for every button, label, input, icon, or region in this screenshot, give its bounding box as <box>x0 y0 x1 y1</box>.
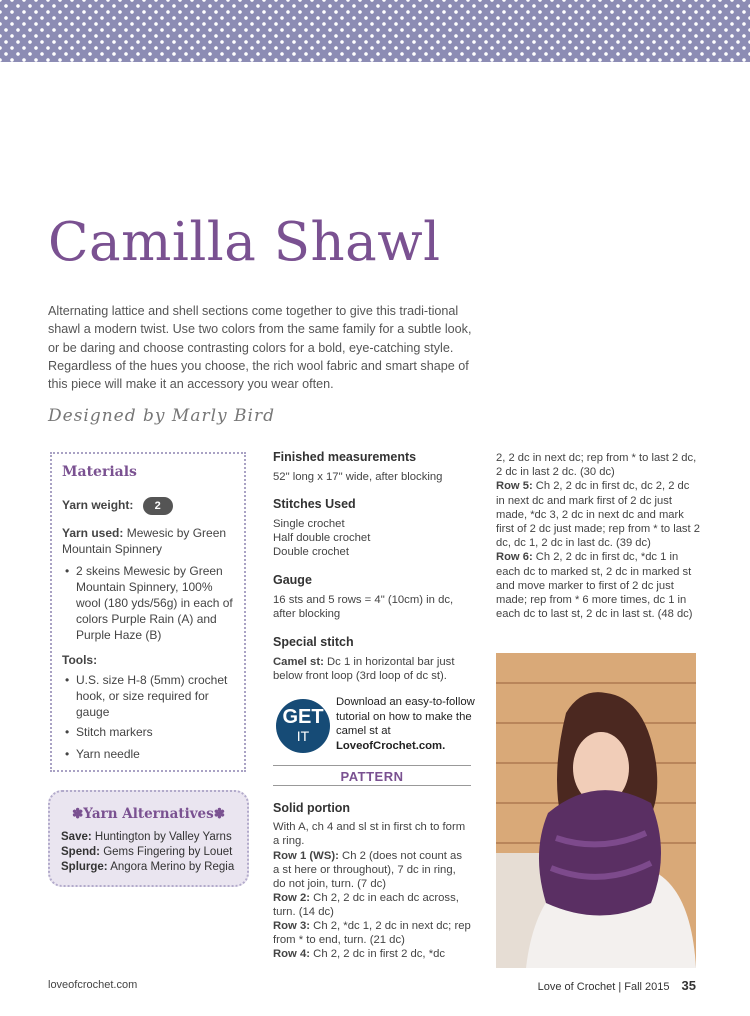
alt-label: Save: <box>61 831 92 843</box>
alt-value: Huntington by Valley Yarns <box>94 831 232 843</box>
row-label: Row 6: <box>496 551 533 564</box>
photo-illustration <box>496 653 696 968</box>
row-label: Row 2: <box>273 892 311 904</box>
alt-label: Splurge: <box>61 861 108 873</box>
yarn-used-line <box>62 525 240 557</box>
yarn-used-label: Yarn used: <box>62 526 124 540</box>
yarn-alternatives-box <box>48 790 249 887</box>
alt-value: Angora Merino by Regia <box>110 861 235 873</box>
polka-dot-header-band <box>0 0 750 62</box>
get-it-text <box>336 695 476 753</box>
stitch-item: Single crochet <box>273 518 345 530</box>
solid-portion-intro: With A, ch 4 and sl st in first ch to form a ring. <box>273 821 466 848</box>
finished-text: 52" long x 17" wide, after blocking <box>273 471 443 483</box>
pattern-row <box>273 919 471 947</box>
tool-item: • U.S. size H-8 (5mm) crochet hook, or size required for gauge <box>62 672 240 720</box>
row-text: Ch 2 (does not count as a st here or throughout), 7 dc in ring, do not join, turn. (7 dc) <box>273 850 462 891</box>
page-number: 35 <box>681 978 696 993</box>
page-title: Camilla Shawl <box>48 212 441 273</box>
footer-season: Fall 2015 <box>624 981 670 993</box>
special-stitch-heading: Special stitch <box>273 635 354 649</box>
pattern-heading: PATTERN <box>273 765 471 786</box>
materials-title: Materials <box>62 464 137 480</box>
special-stitch-text <box>273 655 471 683</box>
footer-issue: Love of Crochet | Fall 2015 35 <box>537 978 696 993</box>
get-it-badge-top: GET <box>282 706 324 728</box>
yarn-alternatives-label: Yarn Alternatives <box>83 806 214 822</box>
row-text: Ch 2, *dc 1, 2 dc in next dc; rep from * to end, turn. (21 dc) <box>273 920 471 947</box>
solid-portion-heading: Solid portion <box>273 801 351 815</box>
flower-icon: ✽ <box>71 806 84 822</box>
yarn-bullet: • 2 skeins Mewesic by Green Mountain Spinnery, 100% wool (180 yds/56g) in each of colors Purple Rain (A) and Purple Haze (B) <box>62 563 240 643</box>
yarn-weight-icon: 2 <box>143 497 173 515</box>
row-label: Row 1 (WS): <box>273 850 339 862</box>
row-continuation: 2, 2 dc in next dc; rep from * to last 2 dc, 2 dc in last 2 dc. (30 dc) <box>496 452 697 479</box>
row-text: Ch 2, 2 dc in first 2 dc, *dc <box>313 948 446 960</box>
tools-label: Tools: <box>62 653 98 667</box>
yarn-used-value: Mewesic by Green Mountain Spinnery <box>62 526 227 556</box>
intro-paragraph: Alternating lattice and shell sections come together to give this tradi-tional shawl a modern twist. Use two colors from the same family for a subtle look, or be daring and choose contrasting colors for a bold, eye-catching style. Regardless of the hues you choose, the rich wool fabric and smart shape of this piece will make it an accessory you wear often. <box>48 304 472 392</box>
special-stitch-label: Camel st: <box>273 656 324 668</box>
alt-line <box>61 860 234 874</box>
footer-site: loveofcrochet.com <box>48 979 138 991</box>
designer-credit: Designed by Marly Bird <box>48 406 275 426</box>
footer-magazine: Love of Crochet <box>537 981 616 993</box>
finished-heading: Finished measurements <box>273 450 417 464</box>
pattern-row <box>273 891 471 919</box>
stitch-item: Half double crochet <box>273 532 371 544</box>
row-label: Row 3: <box>273 920 311 932</box>
stitches-heading: Stitches Used <box>273 497 356 511</box>
tool-item: • Yarn needle <box>62 746 240 762</box>
yarn-weight-line <box>62 497 173 515</box>
gauge-heading: Gauge <box>273 573 312 587</box>
row-text: Ch 2, 2 dc in first dc, dc 2, 2 dc in next dc and mark first of 2 dc just made, *dc 3, 2 dc in next dc and mark first of 2 dc just made; rep from * to last 2 dc, dc 1, 2 dc in last dc. (39 dc) <box>496 480 700 550</box>
pattern-column-3 <box>496 451 701 621</box>
gauge-text: 16 sts and 5 rows = 4" (10cm) in dc, after blocking <box>273 594 454 621</box>
alt-line <box>61 845 232 859</box>
alt-value: Gems Fingering by Louet <box>103 846 233 858</box>
get-it-desc: Download an easy-to-follow tutorial on how to make the camel st at <box>336 696 475 738</box>
row-label: Row 4: <box>273 948 311 960</box>
row-text: Ch 2, 2 dc in each dc across, turn. (14 dc) <box>273 892 459 919</box>
yarn-alternatives-title <box>50 806 247 822</box>
special-stitch-desc: Dc 1 in horizontal bar just below front loop (3rd loop of dc st). <box>273 656 455 683</box>
pattern-row <box>273 849 471 892</box>
tool-item: • Stitch markers <box>62 724 240 740</box>
stitch-item: Double crochet <box>273 546 349 558</box>
row-text: Ch 2, 2 dc in first dc, *dc 1 in each dc to marked st, 2 dc in marked st and move marker to first of 2 dc just made; rep from * 6 more times, dc 1 in each dc to last st, 2 dc in last st. (48 dc) <box>496 551 693 621</box>
row-label: Row 5: <box>496 480 533 493</box>
get-it-badge-icon[interactable] <box>276 699 330 753</box>
alt-line <box>61 830 232 844</box>
materials-box <box>50 452 246 772</box>
flower-icon: ✽ <box>213 806 226 822</box>
shawl-model-photo <box>496 653 696 968</box>
alt-label: Spend: <box>61 846 100 858</box>
yarn-weight-label: Yarn weight: <box>62 498 134 513</box>
pattern-row <box>273 947 471 961</box>
get-it-link[interactable]: LoveofCrochet.com. <box>336 739 446 752</box>
get-it-badge-bottom: IT <box>296 728 310 744</box>
